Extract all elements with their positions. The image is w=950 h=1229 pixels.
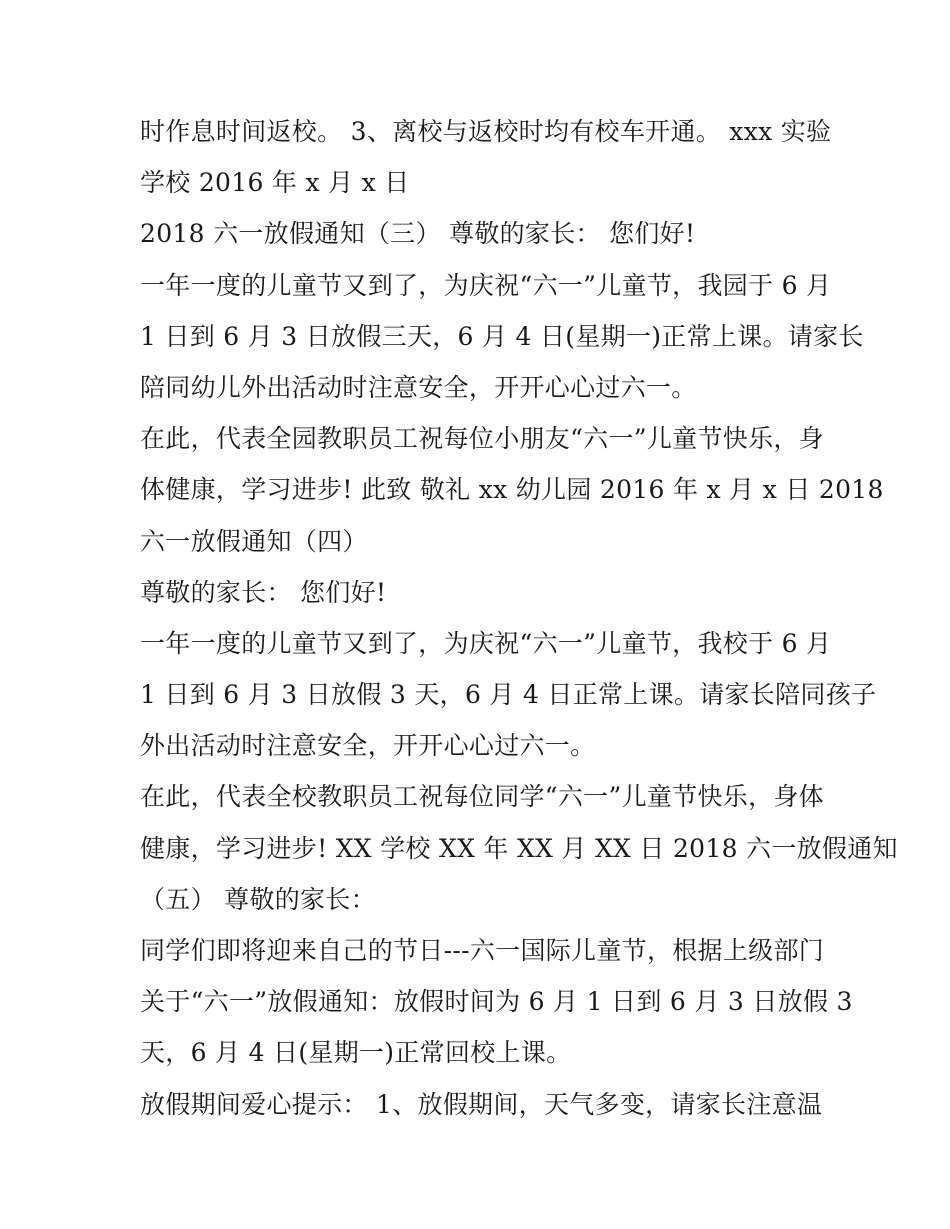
text-line: 1 日到 6 月 3 日放假三天，6 月 4 日(星期一)正常上课。请家长	[140, 321, 864, 351]
document-body	[140, 106, 898, 1130]
text-line: 学校 2016 年 x 月 x 日	[140, 168, 410, 198]
text-line: 尊敬的家长： 您们好!	[140, 577, 387, 607]
text-line: 健康，学习进步! XX 学校 XX 年 XX 月 XX 日 2018 六一放假通知	[140, 833, 898, 863]
text-line: 关于“六一”放假通知：放假时间为 6 月 1 日到 6 月 3 日放假 3	[140, 987, 853, 1017]
text-line: 六一放假通知（四）	[140, 526, 368, 556]
text-line: 一年一度的儿童节又到了，为庆祝“六一”儿童节，我园于 6 月	[140, 270, 832, 300]
text-line: 外出活动时注意安全，开开心心过六一。	[140, 731, 596, 761]
text-line: 在此，代表全校教职员工祝每位同学“六一”儿童节快乐，身体	[140, 782, 824, 812]
text-line: （五） 尊敬的家长：	[140, 884, 376, 914]
text-line: 在此，代表全园教职员工祝每位小朋友“六一”儿童节快乐，身	[140, 424, 824, 454]
text-line: 2018 六一放假通知（三） 尊敬的家长： 您们好!	[140, 219, 696, 249]
text-line: 体健康，学习进步! 此致 敬礼 xx 幼儿园 2016 年 x 月 x 日 2018	[140, 475, 884, 505]
text-line: 一年一度的儿童节又到了，为庆祝“六一”儿童节，我校于 6 月	[140, 628, 832, 658]
text-line: 放假期间爱心提示： 1、放假期间，天气多变，请家长注意温	[140, 1089, 823, 1119]
text-line: 陪同幼儿外出活动时注意安全，开开心心过六一。	[140, 372, 697, 402]
text-line: 天，6 月 4 日(星期一)正常回校上课。	[140, 1038, 572, 1068]
text-line: 同学们即将迎来自己的节日---六一国际儿童节，根据上级部门	[140, 936, 825, 965]
text-line: 1 日到 6 月 3 日放假 3 天，6 月 4 日正常上课。请家长陪同孩子	[140, 680, 877, 710]
text-line: 时作息时间返校。 3、离校与返校时均有校车开通。 xxx 实验	[140, 117, 832, 146]
